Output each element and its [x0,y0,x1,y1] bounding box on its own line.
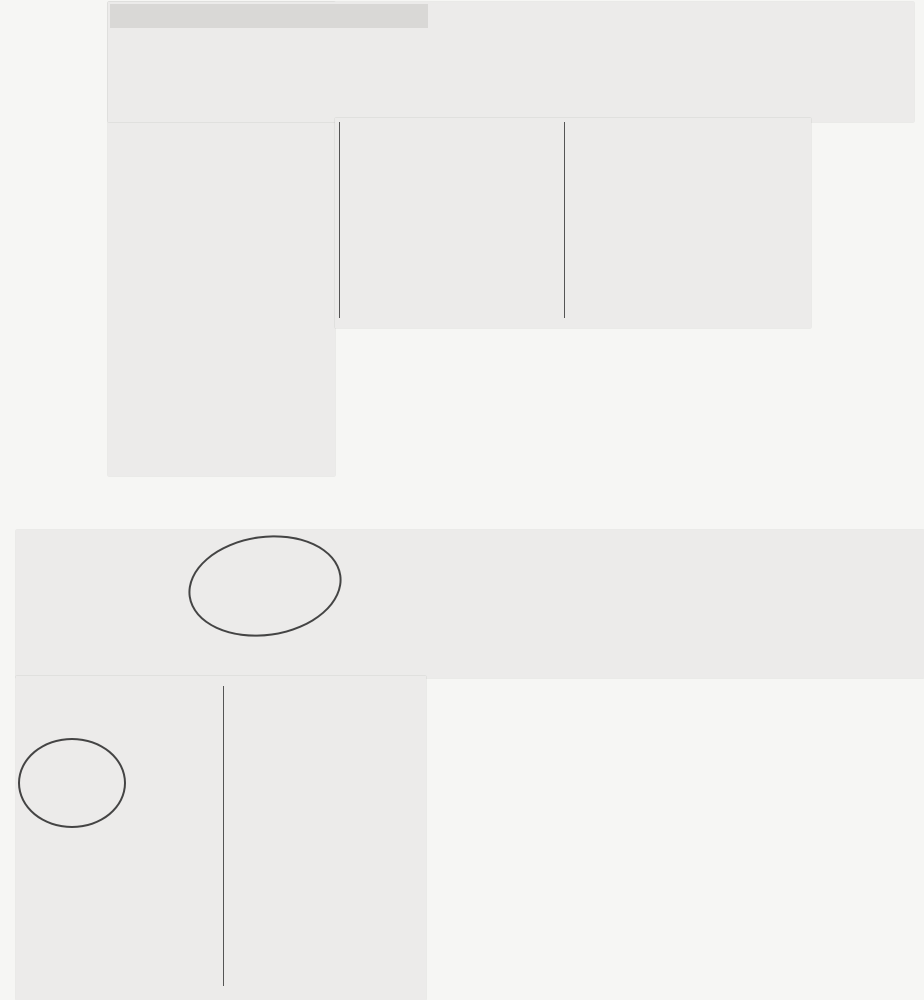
clipping-randolph-register-right [335,118,811,328]
column-rule [339,122,340,318]
dateline [110,4,428,28]
column-rule [564,122,565,318]
clipping-golf-body [16,676,426,1000]
clipping-golf-headline [16,530,924,678]
column-rule [223,686,224,986]
